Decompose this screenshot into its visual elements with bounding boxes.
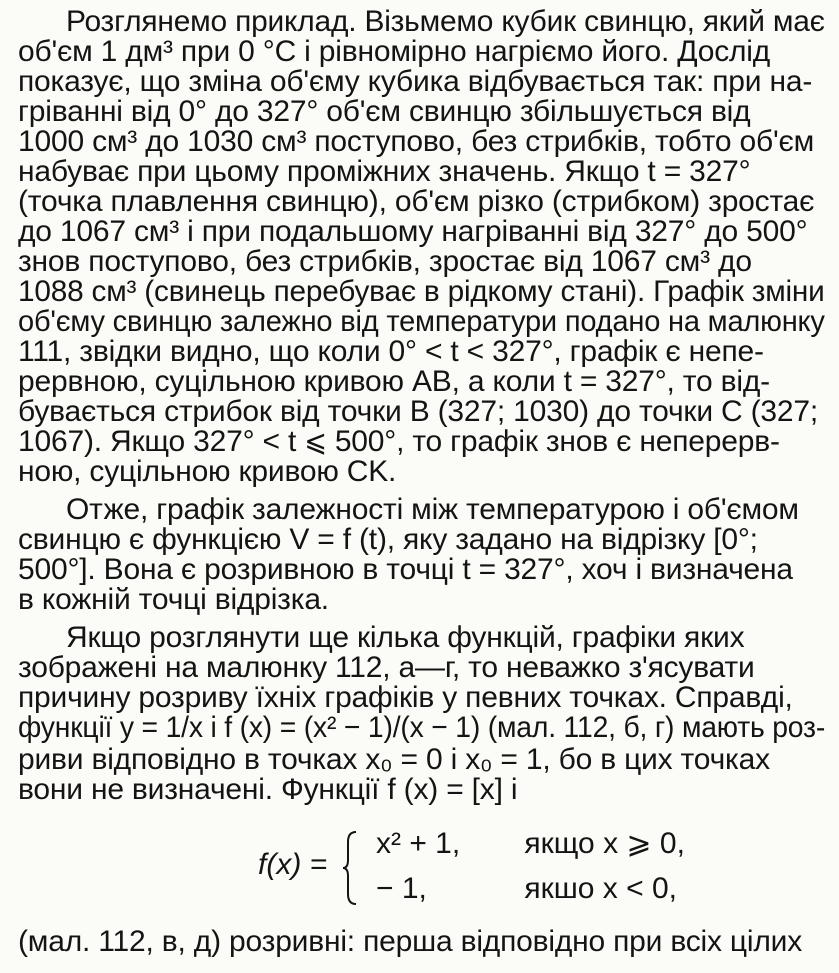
formula-row-2-condition: якшо x < 0, xyxy=(524,872,678,905)
text-line: показує, що зміна об'єму кубика відбувається так: при на- xyxy=(18,65,813,98)
formula-row-1 xyxy=(376,826,685,861)
text-line: функції y = 1/x і f (x) = (x² − 1)/(x − 1) (мал. 112, б, г) мають роз- xyxy=(18,711,826,744)
text-line: (точка плавлення свинцю), об'єм різко (стрибком) зростає xyxy=(18,185,815,218)
text-line: 1000 см³ до 1030 см³ поступово, без стрибків, тобто об'єм xyxy=(18,125,815,158)
text-line: Якщо розглянути ще кілька функцій, графіки яких xyxy=(66,621,745,654)
formula-row-1-condition: якщо x ⩾ 0, xyxy=(524,827,685,860)
text-line: бувається стрибок від точки B (327; 1030) до точки C (327; xyxy=(18,395,818,428)
formula-label: f(x) = xyxy=(258,848,328,881)
text-line: до 1067 см³ і при подальшому нагріванні від 327° до 500° xyxy=(18,215,808,248)
text-line: набуває при цьому проміжних значень. Якщо t = 327° xyxy=(18,155,751,188)
formula-row-2 xyxy=(376,872,677,906)
text-line: (мал. 112, в, д) розривні: перша відповідно при всіх цілих xyxy=(18,925,803,958)
piecewise-formula xyxy=(258,824,685,912)
text-line: 1067). Якщо 327° < t ⩽ 500°, то графік знов є неперерв- xyxy=(18,425,780,458)
text-line: знов поступово, без стрибків, зростає від 1067 см³ до xyxy=(18,245,752,278)
text-line: об'єму свинцю залежно від температури подано на малюнку xyxy=(18,305,825,338)
text-line: 500°]. Вона є розривною в точці t = 327°, хоч і визначена xyxy=(18,553,793,586)
text-line: рервною, суцільною кривою AB, а коли t = 327°, то від- xyxy=(18,365,770,398)
text-line: свинцю є функцією V = f (t), яку задано на відрізку [0°; xyxy=(18,523,758,556)
text-line: 111, звідки видно, що коли 0° < t < 327°, графік є непе- xyxy=(18,335,764,368)
text-line: об'єм 1 дм³ при 0 °С і рівномірно нагріємо його. Дослід xyxy=(18,35,771,68)
text-line: зображені на малюнку 112, а—г, то неважко з'ясувати xyxy=(18,651,755,684)
text-line: ною, суцільною кривою CK. xyxy=(18,455,397,488)
text-line: Розглянемо приклад. Візьмемо кубик свинцю, який має xyxy=(66,5,825,38)
curly-brace-icon xyxy=(342,830,358,906)
text-line: риви відповідно в точках x₀ = 0 і x₀ = 1, бо в цих точках xyxy=(18,743,770,776)
text-line: в кожній точці відрізка. xyxy=(18,583,329,616)
text-line: причину розриву їхніх графіків у певних точках. Справді, xyxy=(18,681,793,714)
formula-row-2-expression: − 1, xyxy=(376,872,427,905)
text-line: 1088 см³ (свинець перебуває в рідкому стані). Графік зміни xyxy=(18,275,825,308)
formula-row-1-expression: x² + 1, xyxy=(376,827,461,860)
text-line: гріванні від 0° до 327° об'єм свинцю збільшується від xyxy=(18,95,751,128)
text-line: вони не визначені. Функції f (x) = [x] і xyxy=(18,773,518,806)
text-line: Отже, графік залежності між температурою і об'ємом xyxy=(66,493,799,526)
